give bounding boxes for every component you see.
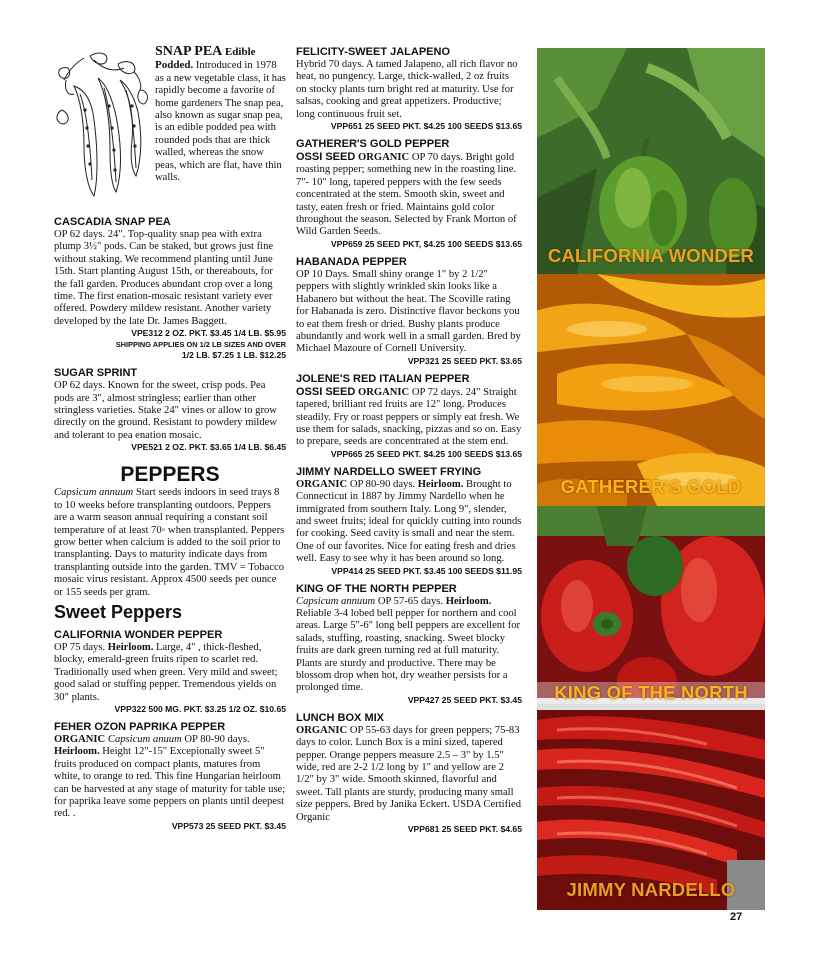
jimmy-organic: ORGANIC: [296, 478, 348, 490]
lunchbox-organic: ORGANIC: [296, 724, 348, 736]
cascadia-shipping-note: SHIPPING APPLIES ON 1/2 LB SIZES AND OVER: [115, 340, 286, 350]
habanada-price: VPP321 25 SEED PKT. $3.65: [407, 355, 522, 366]
feher-text: Height 12"-15" Excepionally sweet 5" fruits produced on compact plants, matures from white, to orange to red. This fine Hungarian heirloom can be harvested at any stage of maturity for table use; for paprika leave some peppers on plants until deepest red. .: [54, 746, 286, 820]
felicity-description: Hybrid 70 days. A tamed Jalapeno, all rich flavor no heat, no pungency. Large, thick-walled, 2 oz fruits on stocky plants turn bright red at maturity. Use for salsas, cooking and great appetizers. Productive; long continuous fruit set.: [296, 59, 518, 120]
king-name: KING OF THE NORTH PEPPER: [296, 582, 457, 595]
california-text: Large, 4" , thick-fleshed, blocky, emerald-green fruits ripen to scarlet red. Traditionally used when green. Very mild and sweet; good salad or stuffing pepper. Tremendous yields on 30" plants.: [54, 641, 278, 703]
jolene-organic: ORGANIC: [357, 386, 410, 398]
cascadia-price: VPE312 2 OZ. PKT. $3.45 1/4 LB. $5.95: [131, 328, 286, 339]
king-price: VPP427 25 SEED PKT. $3.45: [407, 694, 522, 705]
cascadia-price-bulk: 1/2 LB. $7.25 1 LB. $12.25: [181, 350, 286, 361]
photo-california-wonder: [537, 48, 765, 274]
photo-column: [537, 48, 765, 910]
snap-pea-description: [155, 46, 286, 184]
photo-gatherers-gold: [537, 274, 765, 506]
sugar-sprint-price: VPE521 2 OZ. PKT. $3.65 1/4 LB. $6.45: [131, 442, 286, 453]
jolene-text: OP 72 days. 24" Straight tapered, brilliant red fruits are 12" long. Produces steadily. Fry or roast peppers or simply eat fresh. We use them for salads, snacking, pizzas and so on. Easy to prepare, seeds are concentrated at the stem end.: [296, 386, 522, 448]
felicity-name: FELICITY-SWEET JALAPENO: [296, 46, 451, 58]
jimmy-heirloom: Heirloom.: [417, 478, 464, 490]
king-days: OP 57-65 days.: [375, 595, 446, 607]
peppers-intro-text: Start seeds indoors in seed trays 8 to 10 weeks before transplanting outdoors. Peppers are a warm season annual requiring a constant soil temperature of at least 70◦ when transplanted. Peppers grow better when calcium is added to the soil prior to transplanting. Days to maturity indicate days from transplanting outside into the garden. TMV = Tobacco mosaic virus resistant. Approx 4500 seeds per ounce or 155 seeds per gram.: [54, 487, 285, 598]
feher-latin: Capsicum anuum: [107, 733, 182, 745]
cascadia-description: OP 62 days. 24". Top-quality snap pea with extra plump 3½" pods. Can be staked, but grows just fine without staking. We recommend planting until June 15th. Start planting August 15th, or thereabouts, for the fall garden. Produces abundant crop over a long time. The first enation-mosaic resistant variety ever offered. Powdery mildew resistant. Another variety developed by the late Dr. James Baggett.: [54, 229, 274, 327]
felicity-price: VPP651 25 SEED PKT. $4.25 100 SEEDS $13.65: [330, 121, 522, 132]
california-price: VPP322 500 MG. PKT. $3.25 1/2 OZ. $10.65: [114, 703, 286, 714]
feher-days: OP 80-90 days.: [181, 733, 250, 745]
left-column: [54, 46, 286, 832]
cascadia-name: CASCADIA SNAP PEA: [54, 216, 171, 228]
middle-column: [296, 46, 522, 835]
feher-heirloom: Heirloom.: [54, 746, 100, 758]
snap-pea-text: Introduced in 1978 as a new vegetable class, it has rapidly become a favorite of home gardeners The snap pea, also known as sugar snap pea, is an edible podded pea with rounded pods that are thick walled, whereas the snow peas, which are flat, have thin walls.: [155, 60, 286, 184]
gatherer-ossi: OSSI SEED: [296, 151, 356, 164]
jolene-description: [296, 386, 522, 449]
sugar-sprint-description: OP 62 days. Known for the sweet, crisp pods. Pea pods are 3", almost stringless; earlier than other stringless varieties. Stake 24" vines or allow to grow directly on the ground. Resistant to powdery mildew and tolerant to pea enation mosaic.: [54, 380, 278, 441]
peppers-intro: [54, 487, 286, 599]
california-description: [54, 642, 286, 704]
lunchbox-description: [296, 725, 522, 824]
jolene-name: JOLENE'S RED ITALIAN PEPPER: [296, 372, 470, 385]
page-number: 27: [730, 911, 743, 923]
feher-name: FEHER OZON PAPRIKA PEPPER: [54, 720, 226, 733]
label-king-of-the-north: KING OF THE NORTH: [537, 682, 765, 704]
california-days: OP 75 days.: [54, 641, 108, 653]
label-jimmy-nardello: JIMMY NARDELLO: [566, 879, 736, 900]
gatherer-organic: ORGANIC: [357, 152, 410, 164]
peppers-title: PEPPERS: [120, 463, 220, 487]
jimmy-name: JIMMY NARDELLO SWEET FRYING: [296, 465, 482, 478]
jolene-price: VPP665 25 SEED PKT. $4.25 100 SEEDS $13.65: [330, 448, 522, 459]
snap-pea-intro: [54, 46, 286, 210]
snap-pea-illustration: [54, 50, 150, 200]
california-name: CALIFORNIA WONDER PEPPER: [54, 628, 223, 641]
sweet-peppers-title: Sweet Peppers: [54, 601, 183, 622]
jimmy-description: [296, 479, 522, 566]
habanada-description: OP 10 Days. Small shiny orange 1" by 2 1/2" peppers with slightly wrinkled skin looks like a Habanero but without the heat. The Scoville rating for Habanada is zero. Distinctive flavor beckons you to eat them fresh or dried. Bushy plants produce abundantly and work well in a small garden. Bred by Michael Mazoure of Cornell University.: [296, 268, 521, 355]
jimmy-days: OP 80-90 days.: [347, 478, 418, 490]
snap-pea-title: SNAP PEA: [155, 44, 223, 59]
snap-pea-edible: Edible Podded.: [155, 46, 256, 72]
gatherer-description: [296, 151, 522, 239]
california-heirloom: Heirloom.: [107, 641, 154, 653]
gatherer-text: OP 70 days. Bright gold roasting pepper; something new in the roasting line. 7"- 10" long, tapered peppers with the few seeds concentrated at the stem. Smooth skin, sweet and tasty, eaten fresh or fried. Maintains gold color throughout the season. Selected by Frank Morton of Wild Garden Seeds.: [296, 152, 517, 238]
habanada-name: HABANADA PEPPER: [296, 255, 407, 268]
feher-price: VPP573 25 SEED PKT. $3.45: [171, 820, 286, 831]
label-gatherers-gold: GATHERER'S GOLD: [560, 476, 742, 497]
lunchbox-price: VPP681 25 SEED PKT. $4.65: [407, 824, 522, 835]
jimmy-price: VPP414 25 SEED PKT. $3.45 100 SEEDS $11.95: [331, 565, 522, 576]
feher-organic: ORGANIC: [54, 733, 106, 745]
photo-king-of-the-north: [537, 506, 765, 710]
gatherer-name: GATHERER'S GOLD PEPPER: [296, 138, 450, 151]
label-california-wonder: CALIFORNIA WONDER: [547, 245, 755, 266]
king-text: Reliable 3-4 lobed bell pepper for northern and cool areas. Large 5"-6" long bell peppers are excellent for salads, stuffing, roasting, snacking. Sweet blocky fruits are dark green turning red at full maturity. Plants are sturdy and productive. There may be blossom drop when hot, dry weather persists for a prolonged time.: [296, 608, 521, 694]
king-heirloom: Heirloom.: [445, 595, 492, 607]
jolene-ossi: OSSI SEED: [296, 385, 356, 398]
sugar-sprint-name: SUGAR SPRINT: [54, 367, 138, 380]
jimmy-text: Brought to Connecticut in 1887 by Jimmy Nardello when he immigrated from southern Italy. Long 9", slender, and sweet fruits; ideal for quickly cutting into rounds for cooking. Seed cavity is small and near the stem. One of our favorites. Nice for eating fresh and dries well. Easy to see why it has been around so long.: [296, 478, 522, 565]
king-latin: Capsicum annuum: [296, 595, 376, 607]
lunchbox-name: LUNCH BOX MIX: [296, 711, 384, 724]
lunchbox-text: OP 55-63 days for green peppers; 75-83 days to color. Lunch Box is a mini sized, tapered pepper. Orange peppers measure 2.5 – 3" by 1.5" wide, red are 2-2 1/2 long by 1" and yellow are 2 1/2" by 3" wide. Smooth skinned, flavorful and sweet. Tall plants are sturdy, producing many small size peppers. Bred by Janika Eckert. USDA Certified Organic: [296, 724, 522, 823]
peppers-latin: Capsicum annuum: [54, 487, 134, 499]
gatherer-price: VPP659 25 SEED PKT, $4.25 100 SEEDS $13.65: [330, 238, 522, 249]
feher-description: [54, 734, 286, 821]
king-description: [296, 596, 522, 695]
